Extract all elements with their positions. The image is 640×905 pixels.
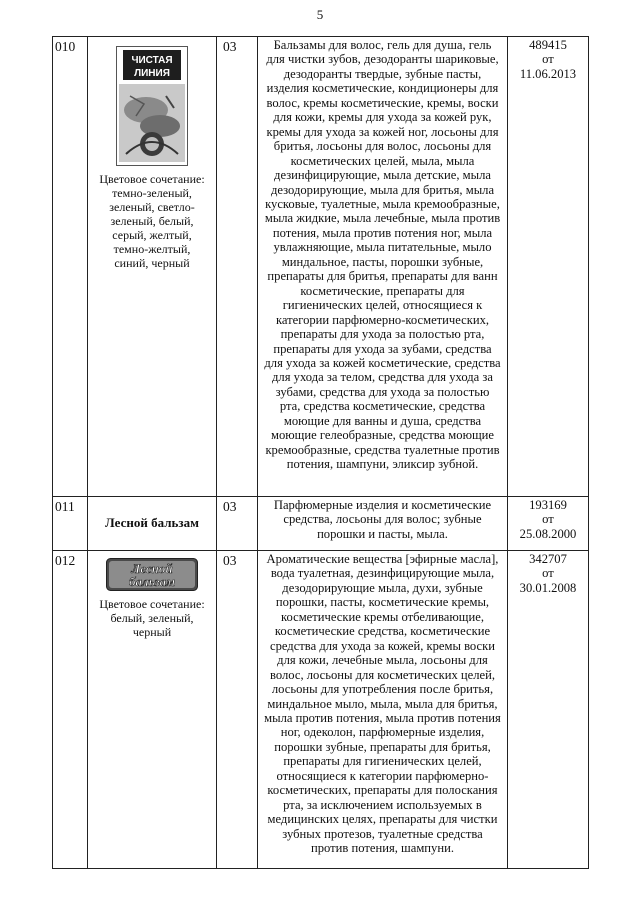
logo-text-line-2: ЛИНИЯ <box>134 68 170 79</box>
trademark-cell <box>88 37 217 497</box>
trademark-register-table <box>52 36 589 869</box>
table-row <box>53 497 589 551</box>
class-number: 03 <box>217 497 258 551</box>
table-row <box>53 551 589 869</box>
trademark-cell <box>88 497 217 551</box>
wordmark: Лесной бальзам <box>105 515 199 530</box>
table-row <box>53 37 589 497</box>
color-combination: Цветовое сочетание: темно-зеленый, зеленый, светло- зеленый, белый, серый, желтый, темно-желтый, синий, черный <box>99 172 205 270</box>
registration-info: 193169 от 25.08.2000 <box>508 497 589 551</box>
trademark-cell <box>88 551 217 869</box>
row-number: 010 <box>53 37 88 497</box>
registration-info: 489415 от 11.06.2013 <box>508 37 589 497</box>
goods-list: Бальзамы для волос, гель для душа, гель для чистки зубов, дезодоранты шариковые, дезодоранты твердые, зубные пасты, изделия косметические, кондиционеры для волос, кремы косметические, кремы, воски для кожи, кремы для ухода за кожей рук, кремы для ухода за кожей ног, лосьоны для бритья, лосьоны для волос, лосьоны для косметических целей, мыла, мыла дезинфицирующие, мыла детские, мыла дезодорирующие, мыла для бритья, мыла кусковые, туалетные, мыла кремообразные, мыла жидкие, мыла лечебные, мыла против потения, мыла против потения ног, мыла увлажняющие, мыла питательные, мыло миндальное, пасты, порошки зубные, препараты для бритья, препараты для ванн косметические, препараты для гигиенических целей, относящиеся к категории парфюмерно-косметических, препараты для ухода за полостью рта, препараты для ухода за зубами, средства для ухода за кожей косметические, средства для ухода за телом, средства для ухода за зубами, средства для ухода за полостью рта, средства косметические, средства моющие для ванны и душа, средства моющие гелеобразные, средства моющие кремообразные, средства туалетные против потения, шампуни, эликсир зубной. <box>258 37 508 497</box>
logo-text-line-1: Лесной <box>131 561 173 576</box>
row-number: 012 <box>53 551 88 869</box>
class-number: 03 <box>217 37 258 497</box>
logo-text-line-2: бальзам <box>128 574 176 589</box>
chistaya-liniya-logo <box>116 46 188 166</box>
class-number: 03 <box>217 551 258 869</box>
registration-info: 342707 от 30.01.2008 <box>508 551 589 869</box>
goods-list: Ароматические вещества [эфирные масла], вода туалетная, дезинфицирующие мыла, дезодорирующие мыла, духи, зубные порошки, пасты, косметические кремы, косметические кремы отбеливающие, косметические средства, косметические средства для ухода за кожей, кремы воски для кожи, лечебные мыла, лосьоны для волос, лосьоны для косметических целей, лосьоны для употребления после бритья, миндальное мыло, мыла, мыла для бритья, мыла против потения, мыла против потения ног, одеколон, парфюмерные изделия, порошки зубные, препараты для бритья, препараты для гигиенических целей, относящиеся к категории парфюмерно- косметических, препараты для полоскания рта, за исключением используемых в медицинских целях, препараты для чистки зубных протезов, туалетные средства против потения, шампуни. <box>258 551 508 869</box>
logo-text-line-1: ЧИСТАЯ <box>131 55 173 66</box>
goods-list: Парфюмерные изделия и косметические средства, лосьоны для волос; зубные порошки и пасты, мыла. <box>258 497 508 551</box>
row-number: 011 <box>53 497 88 551</box>
page-number: 5 <box>316 7 324 22</box>
lesnoy-balzam-logo <box>106 558 198 591</box>
color-combination: Цветовое сочетание: белый, зеленый, черный <box>99 597 205 639</box>
